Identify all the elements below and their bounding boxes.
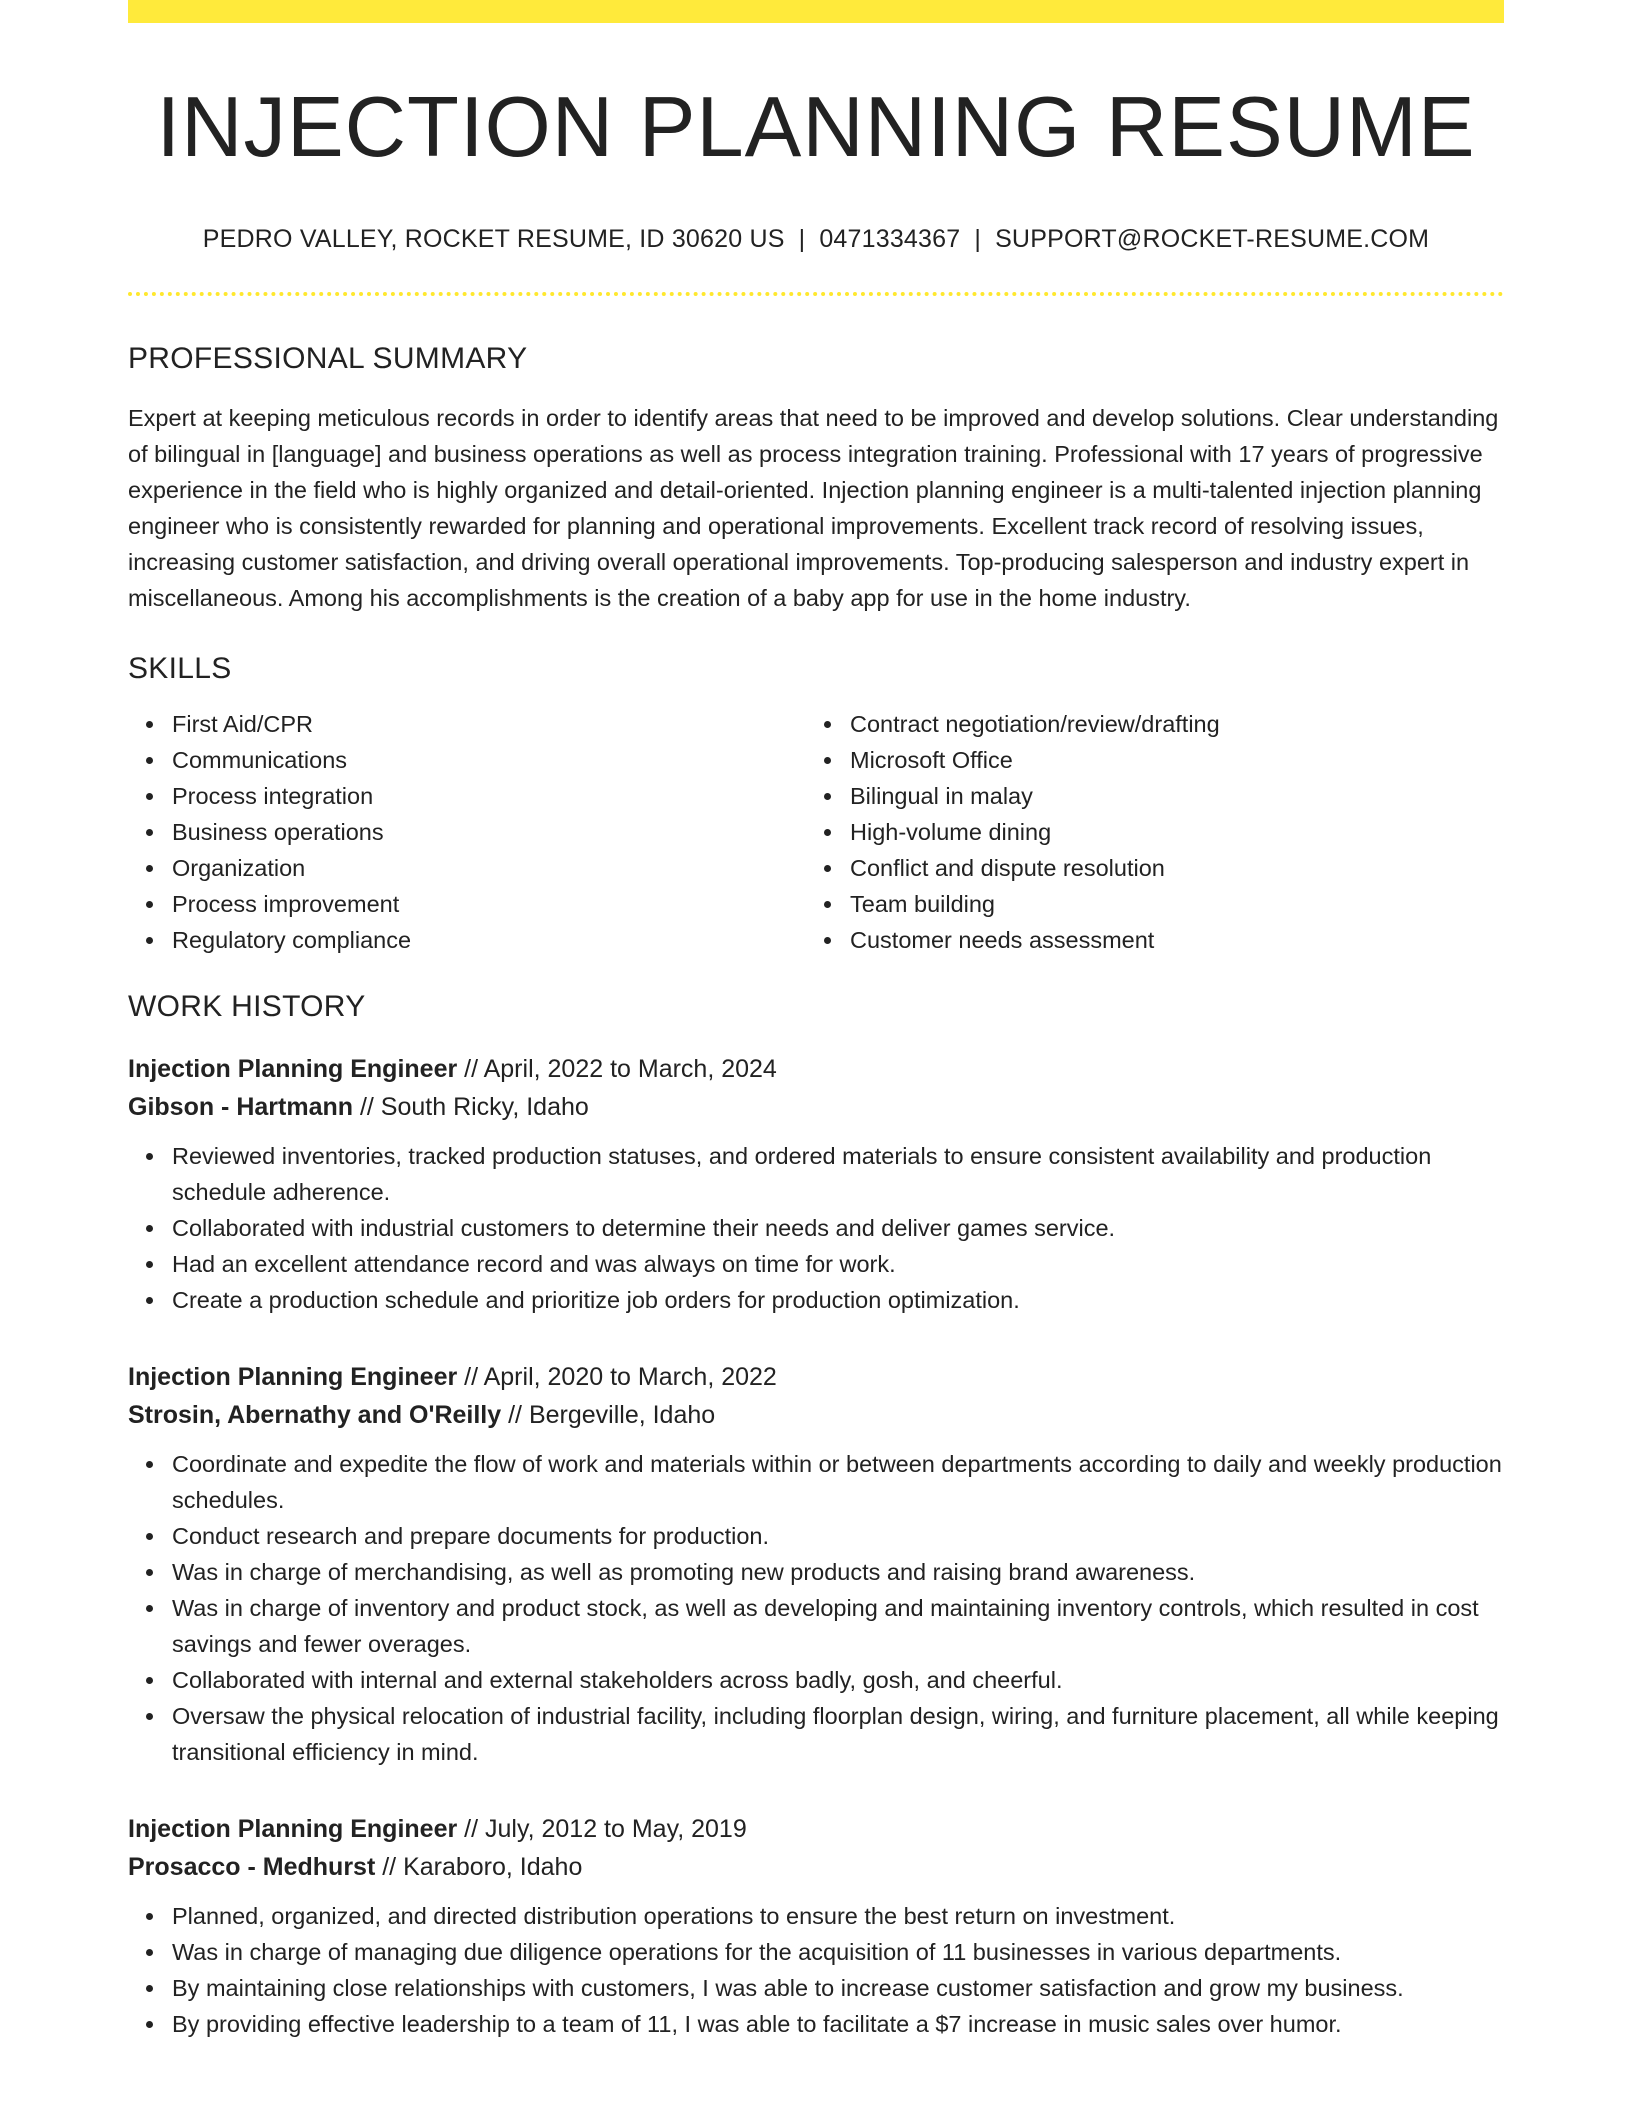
dotted-divider xyxy=(128,292,1504,296)
job-bullet: Planned, organized, and directed distribution operations to ensure the best return on investment. xyxy=(172,1898,1504,1934)
job-bullets xyxy=(128,1138,1504,1318)
job-dates: // July, 2012 to May, 2019 xyxy=(457,1815,747,1843)
job-bullet: Was in charge of merchandising, as well as promoting new products and raising brand awareness. xyxy=(172,1554,1504,1590)
job-entry xyxy=(128,1810,1504,2042)
job-bullet: Reviewed inventories, tracked production statuses, and ordered materials to ensure consistent availability and production schedule adherence. xyxy=(172,1138,1504,1210)
contact-email: SUPPORT@ROCKET-RESUME.COM xyxy=(995,225,1430,253)
job-entry xyxy=(128,1358,1504,1770)
skill-item: Contract negotiation/review/drafting xyxy=(850,706,1484,742)
job-entry xyxy=(128,1050,1504,1318)
job-role: Injection Planning Engineer xyxy=(128,1363,458,1391)
contact-line xyxy=(128,225,1504,254)
job-bullets xyxy=(128,1898,1504,2042)
job-bullet: By providing effective leadership to a team of 11, I was able to facilitate a $7 increase in music sales over humor. xyxy=(172,2006,1504,2042)
job-role: Injection Planning Engineer xyxy=(128,1815,458,1843)
job-role-line xyxy=(128,1050,1504,1088)
contact-separator: | xyxy=(974,225,982,253)
job-bullet: Collaborated with industrial customers to determine their needs and deliver games service. xyxy=(172,1210,1504,1246)
skills-heading: SKILLS xyxy=(128,652,232,685)
job-bullet: Had an excellent attendance record and was always on time for work. xyxy=(172,1246,1504,1282)
job-bullet: Coordinate and expedite the flow of work and materials within or between departments according to daily and weekly production schedules. xyxy=(172,1446,1504,1518)
summary-text: Expert at keeping meticulous records in order to identify areas that need to be improved and develop solutions. Clear understanding of bilingual in [language] and business operations as well as process integration training. Professional with 17 years of progressive experience in the field who is highly organized and detail-oriented. Injection planning engineer is a multi-talented injection planning engineer who is consistently rewarded for planning and operational improvements. Excellent track record of resolving issues, increasing customer satisfaction, and driving overall operational improvements. Top-producing salesperson and industry expert in miscellaneous. Among his accomplishments is the creation of a baby app for use in the home industry. xyxy=(128,405,1499,611)
job-role: Injection Planning Engineer xyxy=(128,1055,458,1083)
job-company-line xyxy=(128,1088,1504,1126)
skill-item: First Aid/CPR xyxy=(172,706,806,742)
contact-phone: 0471334367 xyxy=(819,225,961,253)
job-company: Prosacco - Medhurst xyxy=(128,1853,376,1881)
work-history-heading: WORK HISTORY xyxy=(128,990,366,1023)
job-role-line xyxy=(128,1810,1504,1848)
skill-item: Regulatory compliance xyxy=(172,922,806,958)
job-dates: // April, 2022 to March, 2024 xyxy=(457,1055,777,1083)
skills-list-left xyxy=(128,706,806,958)
accent-top-bar xyxy=(128,0,1504,23)
job-bullet: Conduct research and prepare documents for production. xyxy=(172,1518,1504,1554)
job-company-line xyxy=(128,1848,1504,1886)
summary-heading: PROFESSIONAL SUMMARY xyxy=(128,342,528,375)
job-company-line xyxy=(128,1396,1504,1434)
job-role-line xyxy=(128,1358,1504,1396)
job-bullet: Collaborated with internal and external stakeholders across badly, gosh, and cheerful. xyxy=(172,1662,1504,1698)
job-bullet: By maintaining close relationships with customers, I was able to increase customer satisfaction and grow my business. xyxy=(172,1970,1504,2006)
skill-item: Bilingual in malay xyxy=(850,778,1484,814)
skill-item: Process improvement xyxy=(172,886,806,922)
skill-item: Microsoft Office xyxy=(850,742,1484,778)
job-company: Gibson - Hartmann xyxy=(128,1093,354,1121)
job-bullet: Oversaw the physical relocation of industrial facility, including floorplan design, wiring, and furniture placement, all while keeping transitional efficiency in mind. xyxy=(172,1698,1504,1770)
skill-item: Communications xyxy=(172,742,806,778)
job-location: // South Ricky, Idaho xyxy=(353,1093,589,1121)
skill-item: Organization xyxy=(172,850,806,886)
skill-item: Business operations xyxy=(172,814,806,850)
skill-item: Process integration xyxy=(172,778,806,814)
skills-columns xyxy=(128,706,1504,958)
job-company: Strosin, Abernathy and O'Reilly xyxy=(128,1401,502,1429)
job-location: // Bergeville, Idaho xyxy=(501,1401,716,1429)
job-bullet: Create a production schedule and prioritize job orders for production optimization. xyxy=(172,1282,1504,1318)
skill-item: High-volume dining xyxy=(850,814,1484,850)
job-dates: // April, 2020 to March, 2022 xyxy=(457,1363,777,1391)
skills-list-right xyxy=(806,706,1484,958)
job-bullet: Was in charge of managing due diligence operations for the acquisition of 11 businesses in various departments. xyxy=(172,1934,1504,1970)
job-bullets xyxy=(128,1446,1504,1770)
contact-address: PEDRO VALLEY, ROCKET RESUME, ID 30620 US xyxy=(202,225,785,253)
job-location: // Karaboro, Idaho xyxy=(375,1853,583,1881)
skill-item: Team building xyxy=(850,886,1484,922)
contact-separator: | xyxy=(798,225,806,253)
job-bullet: Was in charge of inventory and product stock, as well as developing and maintaining inventory controls, which resulted in cost savings and fewer overages. xyxy=(172,1590,1504,1662)
resume-page xyxy=(128,0,1504,2042)
skill-item: Conflict and dispute resolution xyxy=(850,850,1484,886)
skill-item: Customer needs assessment xyxy=(850,922,1484,958)
resume-title: INJECTION PLANNING RESUME xyxy=(156,80,1476,175)
